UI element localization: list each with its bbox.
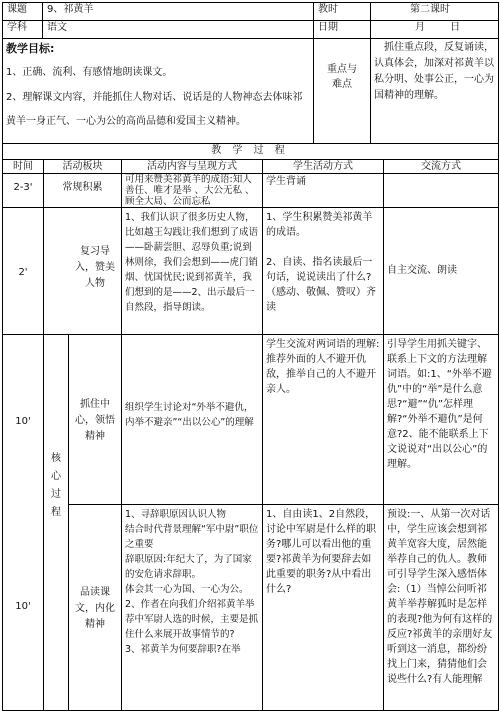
column-header: 时间 xyxy=(13,161,33,172)
date-value: 月 日 xyxy=(415,22,461,33)
key-points-text: 抓住重点段，反复诵读，认真体会，加深对祁黄羊以私分明、处事公正，一心为国精神的理解。 xyxy=(374,42,494,101)
rule-line xyxy=(383,159,384,711)
rule-line xyxy=(313,2,314,38)
row-student: 学生背诵 xyxy=(266,176,306,187)
row-time: 10' xyxy=(15,601,31,612)
row-student: 1、学生积累赞美祁黄羊的成语。 2、自读、指名读最后一句话，说说读出了什么?（感动、敬佩、赞叹）齐读 xyxy=(266,212,376,313)
subject-label: 学科 xyxy=(7,22,27,33)
topic-value: 9、祁黄羊 xyxy=(47,4,94,15)
row-student: 1、自由读1、2自然段，讨论中军尉是什么样的职务?哪儿可以看出他的重要?祁黄羊为何要辞去如此重要的职务?从中看出什么? xyxy=(266,509,376,595)
topic-label: 课题 xyxy=(7,4,27,15)
row-content: 组织学生讨论对“外举不避仇，内举不避亲”“出以公心”的理解 xyxy=(125,402,254,428)
goal-item: 黄羊一身正气、一心为公的高尚品德和爱国主义精神。 xyxy=(6,116,246,127)
row-block: 复习导入，赞美人物 xyxy=(75,246,115,289)
goal-item: 2、理解课文内容，并能抓住人物对话、说话是的人物神态去体味祁 xyxy=(6,92,303,103)
rule-line xyxy=(313,38,314,143)
rule-line xyxy=(68,334,69,711)
rule-line xyxy=(2,334,498,335)
row-time: 2' xyxy=(18,267,28,278)
rule-line xyxy=(2,38,498,39)
rule-line xyxy=(2,207,498,208)
goals-title: 教学目标: xyxy=(6,42,55,55)
key-points-label: 重点与难点 xyxy=(327,64,357,90)
core-process-label: 核心过程 xyxy=(51,453,61,518)
row-block: 品读课文，内化精神 xyxy=(75,587,115,630)
column-header: 活动内容与呈现方式 xyxy=(147,161,237,172)
process-title: 教 学 过 程 xyxy=(211,145,289,156)
rule-line xyxy=(370,2,371,38)
row-student: 学生交流对两词语的理解:推荐外面的人不避开仇敌，推举自己的人不避开亲人。 xyxy=(266,339,380,395)
row-comm: 自主交流、朗读 xyxy=(387,265,457,276)
rule-line xyxy=(43,159,44,711)
rule-line xyxy=(262,159,263,711)
row-time: 10' xyxy=(15,416,31,427)
row-content: 1、寻辞职原因认识人物 结合时代背景理解“军中尉”职位之重要 辞职原因:年纪大了，为了国家的安危请求辞职。 体会其一心为国、一心为公。 2、作者在向我们介绍祁黄羊举荐中军尉人选的时候，主要是抓住什么来展开故事情节的? 3、祁黄羊为何要辞职?在举 xyxy=(125,509,259,655)
goal-item: 1、正确、流利、有感情地朗读课文。 xyxy=(6,67,173,78)
column-header: 学生活动方式 xyxy=(293,161,353,172)
row-time: 2-3' xyxy=(13,182,33,193)
rule-line xyxy=(498,2,499,711)
row-content: 1、我们认识了很多历史人物，比如越王勾践让我们想到了成语——卧薪尝胆、忍辱负重;说到林则徐，我们会想到——虎门销烟、忧国忧民;说到祁黄羊，我们想到的是——2、出示最后一自然段，指导朗读。 xyxy=(125,212,259,313)
date-label: 日期 xyxy=(318,22,338,33)
row-content: 可用来赞美祁黄羊的成语:知人善任、唯才是举 、大公无私 、顾全大局、公而忘私 xyxy=(125,174,255,207)
subject-value: 语文 xyxy=(47,22,67,33)
rule-line xyxy=(370,38,371,143)
column-header: 交流方式 xyxy=(421,161,461,172)
rule-line xyxy=(42,2,43,38)
time-value: 第二课时 xyxy=(410,4,450,15)
time-label: 教时 xyxy=(318,4,338,15)
row-block: 抓住中心，领悟精神 xyxy=(75,399,115,442)
rule-line xyxy=(68,504,498,505)
row-block: 常规积累 xyxy=(62,182,103,193)
column-header: 活动板块 xyxy=(62,161,103,172)
row-comm: 预设:一、从第一次对话中，学生应该会想到祁黄羊宽容大度，居然能举荐自己的仇人。教师可引导学生深入感悟体会:（1）当悼公问听祁黄羊举荐解狐时是怎样的表现?他为何有这样的反应?祁黄羊的亲朋好友听到这一消息，都纷纷找上门来，猜猜他们会说些什么?有人能理解 xyxy=(387,509,493,685)
row-comm: 引导学生用抓关键字、联系上下文的方法理解词语。如:1、“外举不避仇”中的“举”是什么意思?“避”“仇”怎样理解?“外举不避仇”是何意?2、能不能联系上下文说说对“出以公心”的理解。 xyxy=(387,339,492,470)
rule-line xyxy=(121,159,122,711)
